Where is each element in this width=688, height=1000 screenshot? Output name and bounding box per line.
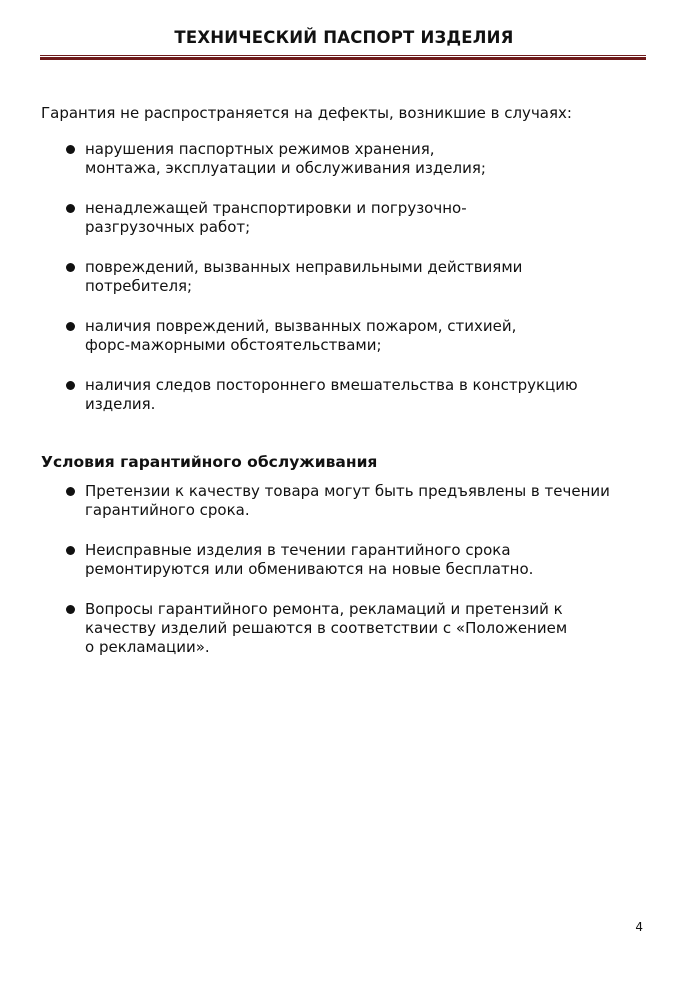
bullet-icon — [66, 487, 75, 496]
list-item-line: Вопросы гарантийного ремонта, рекламаций и претензий к — [85, 600, 563, 618]
list-item-line: изделия. — [85, 395, 156, 413]
header-rule-thick — [40, 57, 646, 60]
bullet-icon — [66, 145, 75, 154]
list-item-line: разгрузочных работ; — [85, 218, 251, 236]
bullet-icon — [66, 605, 75, 614]
list-item-line: о рекламации». — [85, 638, 210, 656]
list-item-line: ненадлежащей транспортировки и погрузочно- — [85, 199, 467, 217]
bullet-icon — [66, 546, 75, 555]
section-heading: Условия гарантийного обслуживания — [41, 453, 378, 471]
list-item — [41, 258, 651, 296]
document-body — [41, 104, 651, 678]
list-item — [41, 376, 651, 414]
bullet-icon — [66, 263, 75, 272]
page-title: ТЕХНИЧЕСКИЙ ПАСПОРТ ИЗДЕЛИЯ — [174, 28, 514, 47]
bullet-icon — [66, 381, 75, 390]
page-number: 4 — [635, 920, 643, 934]
header-rule — [40, 55, 646, 60]
bullet-icon — [66, 204, 75, 213]
list-item-line: гарантийного срока. — [85, 501, 250, 519]
list-item-line: наличия повреждений, вызванных пожаром, стихией, — [85, 317, 517, 335]
list-item-line: потребителя; — [85, 277, 193, 295]
list-item-line: форс-мажорными обстоятельствами; — [85, 336, 382, 354]
service-conditions-list — [41, 482, 651, 657]
list-item-line: Претензии к качеству товара могут быть предъявлены в течении — [85, 482, 610, 500]
list-item-line: ремонтируются или обмениваются на новые бесплатно. — [85, 560, 534, 578]
list-item — [41, 140, 651, 178]
header-rule-thin — [40, 55, 646, 56]
list-item-line: монтажа, эксплуатации и обслуживания изделия; — [85, 159, 486, 177]
list-item-line: Неисправные изделия в течении гарантийного срока — [85, 541, 511, 559]
list-item — [41, 317, 651, 355]
list-item — [41, 199, 651, 237]
list-item — [41, 600, 651, 657]
bullet-icon — [66, 322, 75, 331]
list-item-line: нарушения паспортных режимов хранения, — [85, 140, 435, 158]
exclusions-intro: Гарантия не распространяется на дефекты, возникшие в случаях: — [41, 104, 572, 122]
exclusions-list — [41, 140, 651, 414]
list-item-line: наличия следов постороннего вмешательства в конструкцию — [85, 376, 578, 394]
list-item — [41, 541, 651, 579]
list-item-line: качеству изделий решаются в соответствии с «Положением — [85, 619, 568, 637]
list-item-line: повреждений, вызванных неправильными действиями — [85, 258, 523, 276]
list-item — [41, 482, 651, 520]
